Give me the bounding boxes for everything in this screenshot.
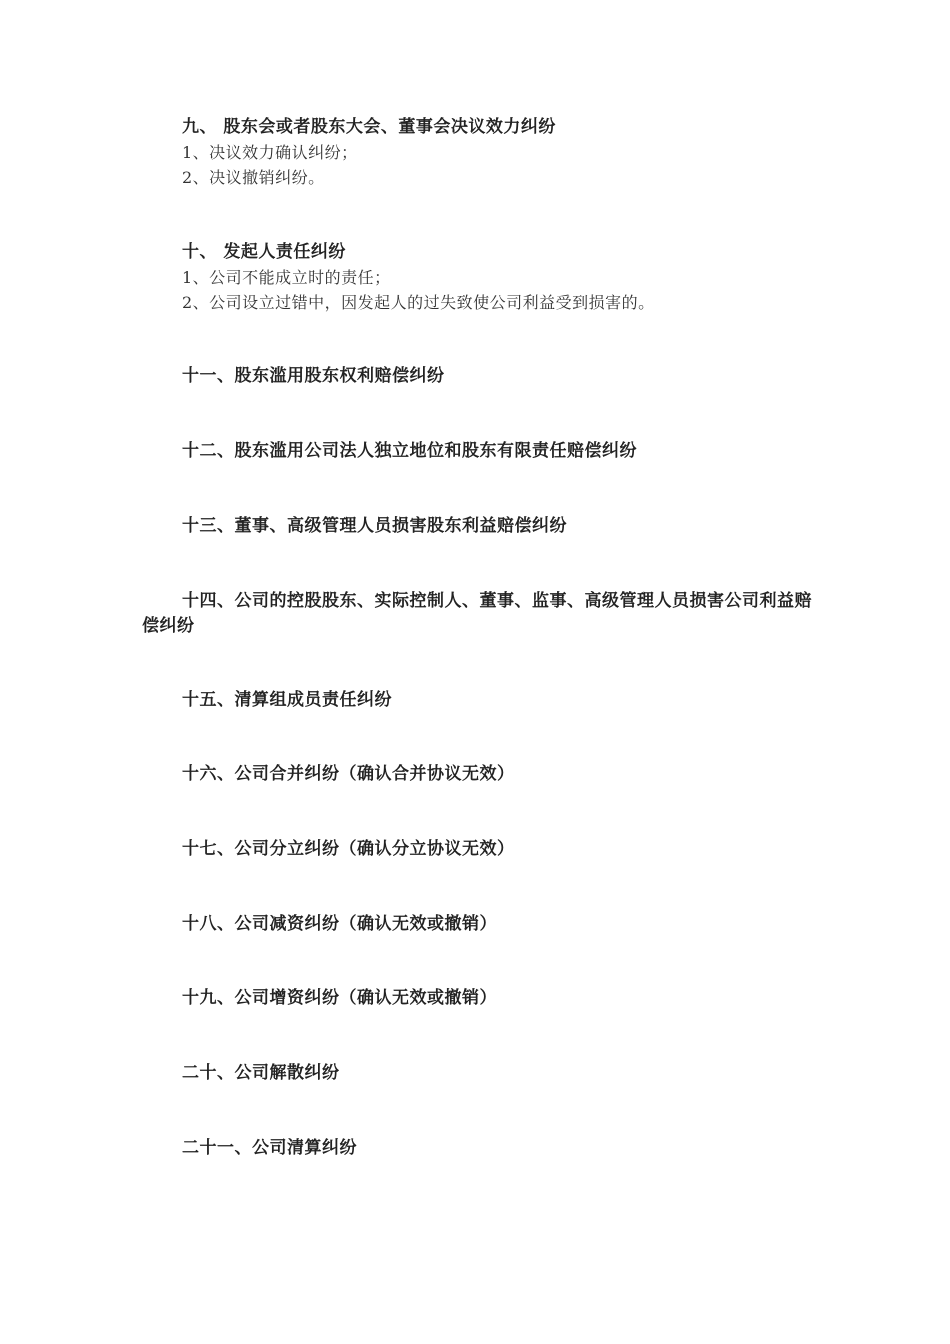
list-item: 2、公司设立过错中，因发起人的过失致使公司利益受到损害的。 — [182, 293, 655, 312]
section-12 — [142, 439, 822, 464]
section-heading: 十五、清算组成员责任纠纷 — [182, 690, 392, 710]
section-heading: 十八、公司减资纠纷（确认无效或撤销） — [182, 914, 497, 934]
section-16 — [142, 762, 822, 787]
section-17 — [142, 837, 822, 862]
section-20 — [142, 1061, 822, 1086]
section-heading: 十一、股东滥用股东权利赔偿纠纷 — [182, 366, 445, 386]
section-heading: 十三、董事、高级管理人员损害股东利益赔偿纠纷 — [182, 516, 567, 536]
section-heading: 十九、公司增资纠纷（确认无效或撤销） — [182, 988, 497, 1008]
section-heading: 十、 发起人责任纠纷 — [182, 242, 346, 262]
section-14 — [142, 589, 822, 639]
list-item: 1、公司不能成立时的责任； — [182, 268, 391, 287]
section-21 — [142, 1136, 822, 1161]
section-heading: 十六、公司合并纠纷（确认合并协议无效） — [182, 764, 515, 784]
section-13 — [142, 514, 822, 539]
section-11 — [142, 364, 822, 389]
list-item: 2、决议撤销纠纷。 — [182, 168, 325, 187]
section-heading: 二十、公司解散纠纷 — [182, 1063, 340, 1083]
list-item: 1、决议效力确认纠纷； — [182, 143, 358, 162]
section-heading: 十二、股东滥用公司法人独立地位和股东有限责任赔偿纠纷 — [182, 441, 637, 461]
section-19 — [142, 986, 822, 1011]
section-15 — [142, 688, 822, 713]
section-heading: 十四、公司的控股股东、实际控制人、董事、监事、高级管理人员损害公司利益赔偿纠纷 — [142, 591, 812, 636]
section-heading: 二十一、公司清算纠纷 — [182, 1138, 357, 1158]
section-heading: 十七、公司分立纠纷（确认分立协议无效） — [182, 839, 515, 859]
section-18 — [142, 912, 822, 937]
section-heading: 九、 股东会或者股东大会、董事会决议效力纠纷 — [182, 117, 556, 137]
section-10 — [142, 240, 822, 315]
section-9 — [142, 115, 822, 190]
